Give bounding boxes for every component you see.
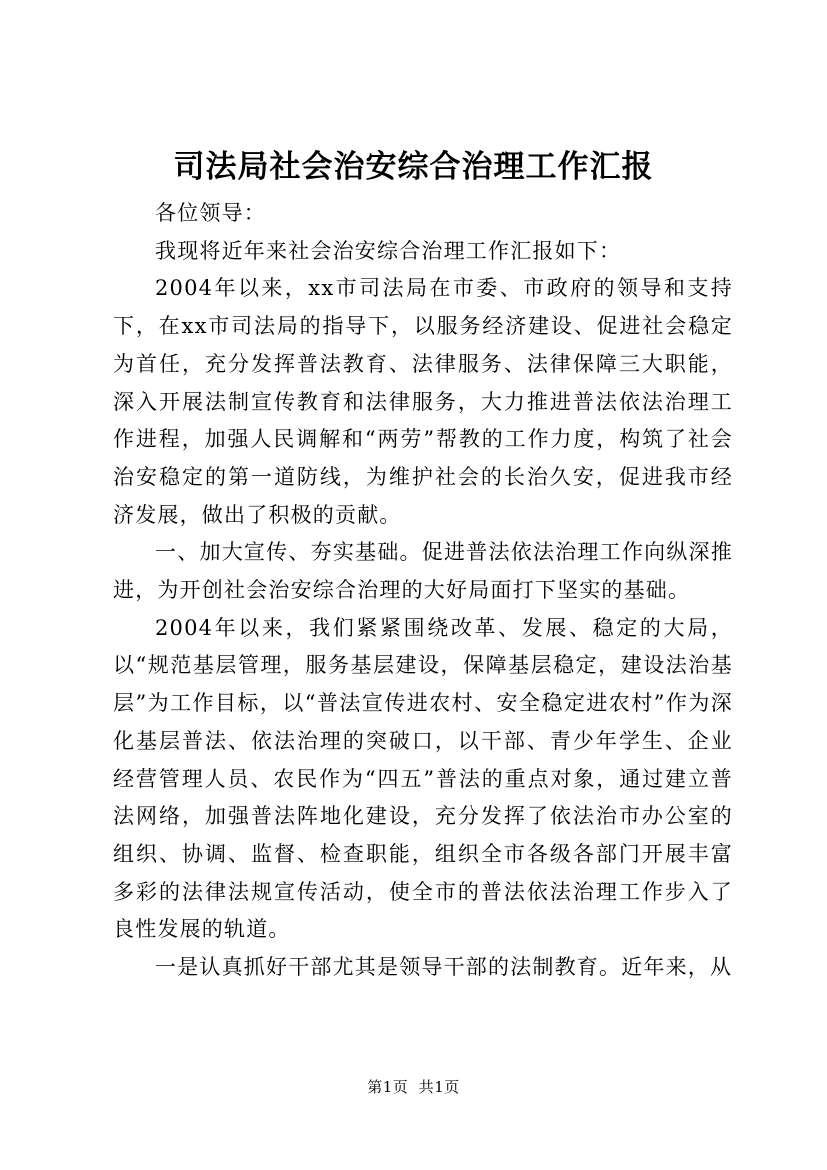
overview-paragraph: 2004年以来，xx市司法局在市委、市政府的领导和支持下，在xx市司法局的指导下，以服务经济建设、促进社会稳定为首任，充分发挥普法教育、法律服务、法律保障三大职能，深入开展法制宣传教育和法律服务，大力推进普法依法治理工作进程，加强人民调解和“两劳”帮教的工作力度，构筑了社会治安稳定的第一道防线，为维护社会的长治久安，促进我市经济发展，做出了积极的贡献。 (113, 276, 733, 527)
intro-paragraph: 我现将近年来社会治安综合治理工作汇报如下： (155, 238, 622, 263)
cadre-education-paragraph: 一是认真抓好干部尤其是领导干部的法制教育。近年来，从 (155, 955, 733, 980)
page-footer (0, 1077, 827, 1097)
salutation-paragraph: 各位领导： (155, 201, 266, 225)
document-title: 司法局社会治安综合治理工作汇报 (173, 149, 654, 185)
work-goals-paragraph: 2004年以来，我们紧紧围绕改革、发展、稳定的大局，以“规范基层管理，服务基层建设，保障基层稳定，建设法治基层”为工作目标，以“普法宣传进农村、安全稳定进农村”作为深化基层普法、依法治理的突破口，以干部、青少年学生、企业经营管理人员、农民作为“四五”普法的重点对象，通过建立普法网络，加强普法阵地化建设，充分发挥了依法治市办公室的组织、协调、监督、检查职能，组织全市各级各部门开展丰富多彩的法律法规宣传活动，使全市的普法依法治理工作步入了良性发展的轨道。 (113, 615, 733, 942)
page-number-label: 第1页 共1页 (367, 1078, 460, 1096)
document-body (113, 195, 733, 987)
section-heading-paragraph: 一、加大宣传、夯实基础。促进普法依法治理工作向纵深推进，为开创社会治安综合治理的大好局面打下坚实的基础。 (113, 540, 733, 603)
